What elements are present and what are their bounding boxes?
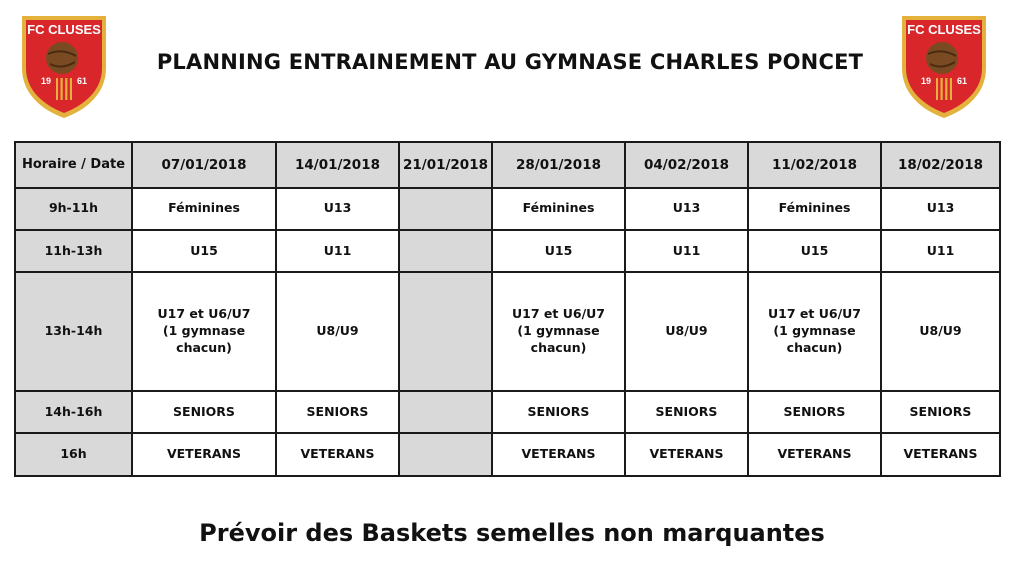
empty-cell: [399, 391, 492, 433]
schedule-cell: Féminines: [132, 188, 276, 230]
schedule-cell: U13: [881, 188, 1000, 230]
empty-cell: [399, 188, 492, 230]
logo-year-left: 19: [920, 76, 932, 86]
date-header: 07/01/2018: [132, 142, 276, 188]
table-row: [15, 230, 1000, 272]
table-row: [15, 188, 1000, 230]
schedule-cell: U8/U9: [881, 272, 1000, 390]
time-slot: 13h-14h: [15, 272, 132, 390]
schedule-cell: SENIORS: [276, 391, 399, 433]
schedule-cell: U13: [276, 188, 399, 230]
date-header: 04/02/2018: [625, 142, 748, 188]
logo-year-left: 19: [40, 76, 52, 86]
table-row: [15, 272, 1000, 390]
schedule-cell: U15: [492, 230, 625, 272]
schedule-cell: U17 et U6/U7 (1 gymnase chacun): [748, 272, 881, 390]
club-logo-left: [18, 12, 110, 120]
schedule-cell: VETERANS: [132, 433, 276, 476]
schedule-cell: Féminines: [492, 188, 625, 230]
schedule-cell: VETERANS: [492, 433, 625, 476]
schedule-cell: U8/U9: [276, 272, 399, 390]
schedule-cell: U17 et U6/U7 (1 gymnase chacun): [492, 272, 625, 390]
schedule-cell: Féminines: [748, 188, 881, 230]
club-logo-right: [898, 12, 990, 120]
schedule-cell: SENIORS: [625, 391, 748, 433]
time-slot: 11h-13h: [15, 230, 132, 272]
time-slot: 9h-11h: [15, 188, 132, 230]
time-slot: 14h-16h: [15, 391, 132, 433]
empty-cell: [399, 272, 492, 390]
schedule-cell: U13: [625, 188, 748, 230]
schedule-cell: U11: [625, 230, 748, 272]
empty-cell: [399, 230, 492, 272]
page-title: PLANNING ENTRAINEMENT AU GYMNASE CHARLES PONCET: [156, 50, 864, 74]
schedule-cell: U11: [881, 230, 1000, 272]
footer-note: Prévoir des Baskets semelles non marquantes: [199, 519, 825, 547]
date-header: 18/02/2018: [881, 142, 1000, 188]
schedule-cell: VETERANS: [276, 433, 399, 476]
logo-year-right: 61: [76, 76, 88, 86]
schedule-cell: VETERANS: [881, 433, 1000, 476]
table-row: [15, 433, 1000, 476]
empty-cell: [399, 433, 492, 476]
schedule-cell: VETERANS: [625, 433, 748, 476]
date-header: 11/02/2018: [748, 142, 881, 188]
schedule-cell: SENIORS: [132, 391, 276, 433]
schedule-cell: VETERANS: [748, 433, 881, 476]
date-header: 21/01/2018: [399, 142, 492, 188]
corner-header: Horaire / Date: [15, 142, 132, 188]
table-row: [15, 391, 1000, 433]
header-row: [15, 142, 1000, 188]
schedule-cell: U11: [276, 230, 399, 272]
schedule-cell: U17 et U6/U7 (1 gymnase chacun): [132, 272, 276, 390]
schedule-cell: U8/U9: [625, 272, 748, 390]
time-slot: 16h: [15, 433, 132, 476]
schedule-cell: SENIORS: [748, 391, 881, 433]
date-header: 14/01/2018: [276, 142, 399, 188]
logo-club-name: FC CLUSES: [907, 22, 981, 37]
training-schedule-table: [14, 141, 1001, 477]
schedule-cell: SENIORS: [492, 391, 625, 433]
schedule-cell: U15: [748, 230, 881, 272]
logo-club-name: FC CLUSES: [27, 22, 101, 37]
schedule-cell: SENIORS: [881, 391, 1000, 433]
date-header: 28/01/2018: [492, 142, 625, 188]
schedule-cell: U15: [132, 230, 276, 272]
logo-year-right: 61: [956, 76, 968, 86]
